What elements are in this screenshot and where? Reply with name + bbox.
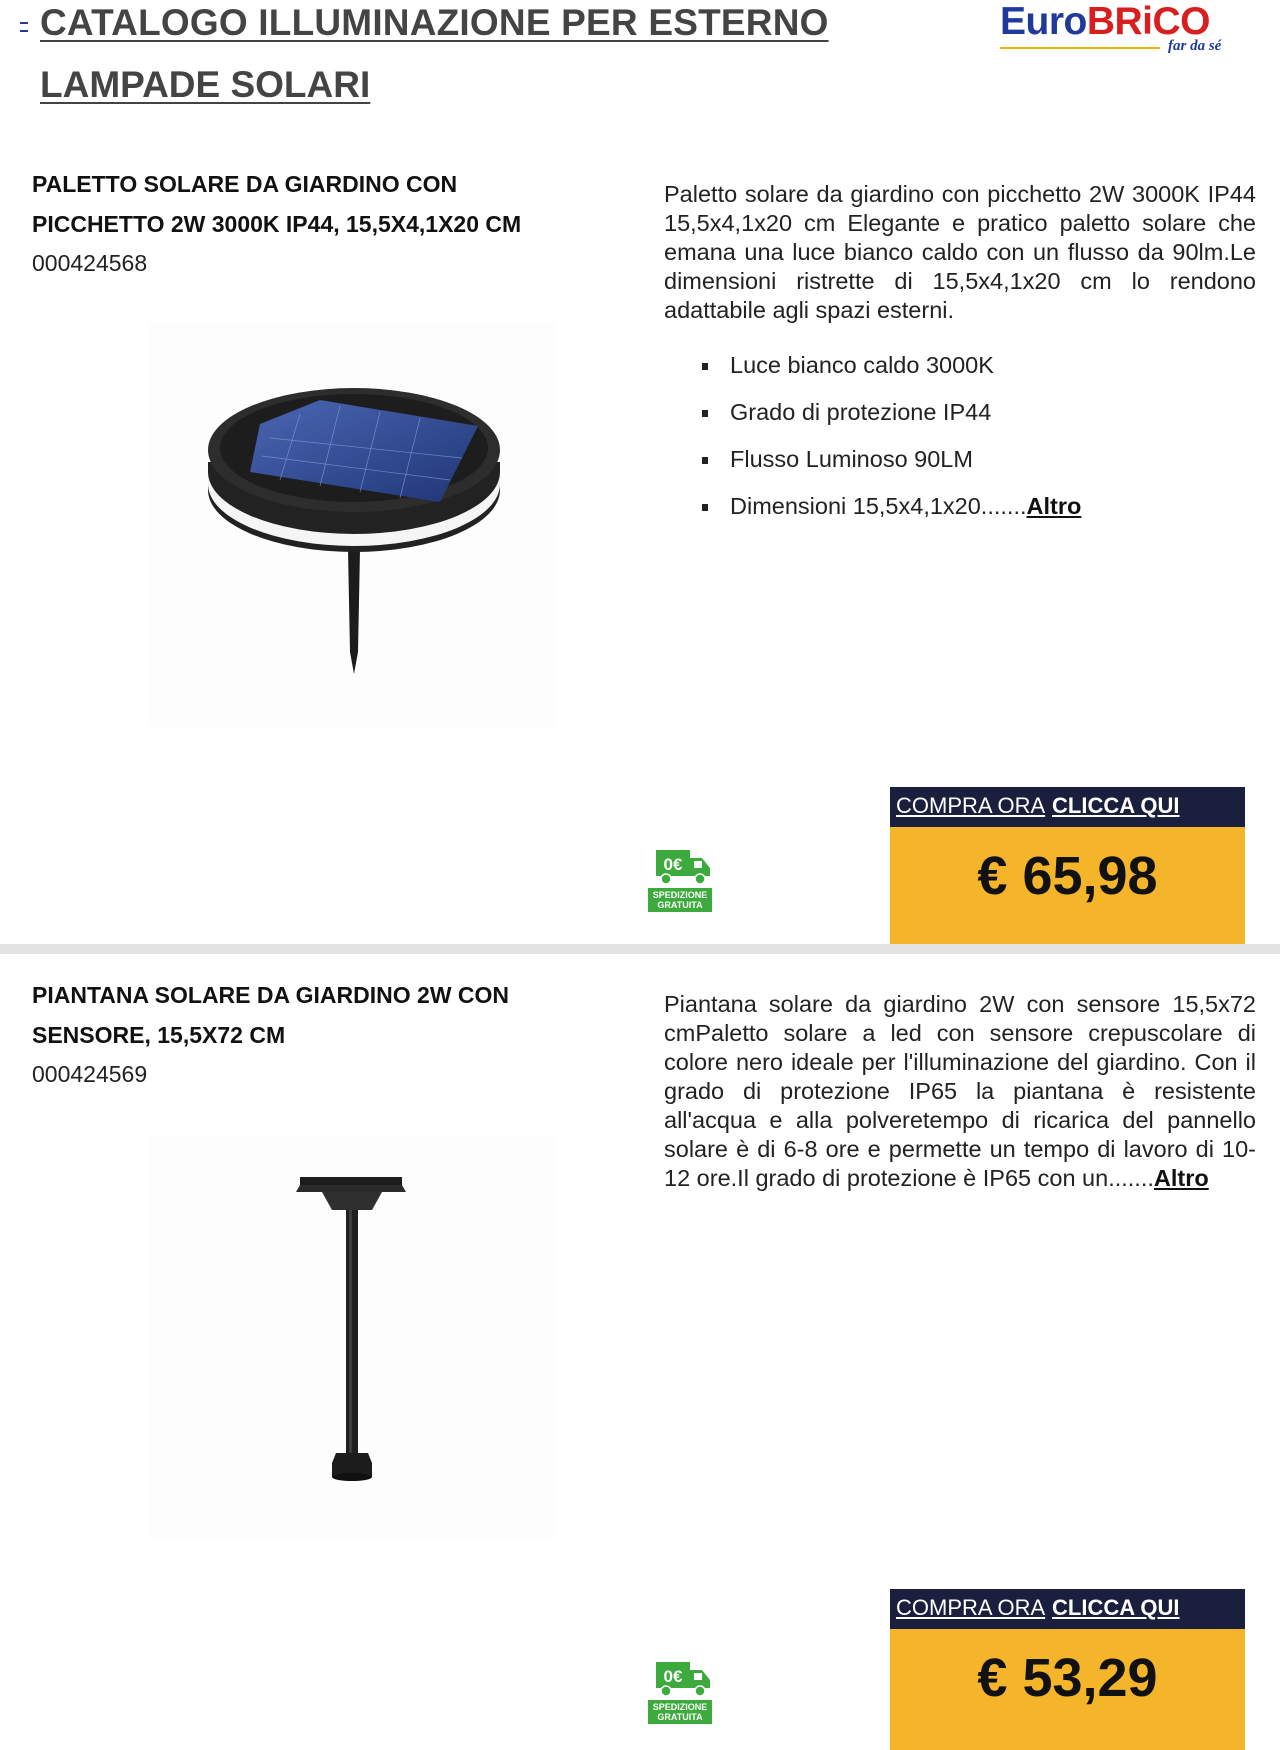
product-name: PALETTO SOLARE DA GIARDINO CON PICCHETTO 2W 3000K IP44, 15,5X4,1X20 CM [32, 171, 522, 237]
solar-bollard-icon [150, 1135, 555, 1540]
bullet-icon [702, 504, 708, 511]
logo-brico-text: BRiCO [1086, 0, 1211, 43]
shipping-label [648, 1700, 712, 1724]
feature-list [698, 342, 1081, 530]
product-image-solar-stake-light[interactable] [150, 322, 555, 727]
product-name: PIANTANA SOLARE DA GIARDINO 2W CON SENSORE, 15,5X72 CM [32, 982, 510, 1048]
product-description [664, 990, 1256, 1193]
product-price: € 53,29 [977, 1648, 1158, 1708]
shipping-amount: 0€ [663, 1667, 683, 1686]
feature-text: Luce bianco caldo 3000K [730, 352, 994, 378]
click-here-link[interactable]: CLICCA QUI [1052, 1595, 1180, 1620]
catalog-title[interactable]: CATALOGO ILLUMINAZIONE PER ESTERNO [40, 2, 829, 43]
shipping-amount: 0€ [663, 855, 683, 874]
bullet-icon [702, 457, 708, 464]
product-image-solar-bollard[interactable] [150, 1135, 555, 1540]
free-shipping-badge [648, 1660, 718, 1730]
shipping-label-line: GRATUITA [657, 1712, 703, 1722]
truck-icon [654, 848, 712, 886]
free-shipping-badge [648, 848, 718, 918]
click-here-link[interactable]: CLICCA QUI [1052, 793, 1180, 818]
buy-now-bar[interactable] [890, 787, 1245, 827]
feature-text: Grado di protezione IP44 [730, 399, 992, 425]
more-link[interactable]: Altro [1153, 1165, 1209, 1191]
price-box[interactable] [890, 827, 1245, 947]
shipping-label [648, 888, 712, 912]
shipping-label-line: SPEDIZIONE [652, 1702, 708, 1712]
more-link[interactable]: Altro [1026, 493, 1082, 519]
feature-item [698, 342, 1081, 389]
product-code: 000424569 [32, 1061, 148, 1087]
feature-item [698, 389, 1081, 436]
logo-euro-text: Euro [1000, 0, 1087, 43]
buy-now-bar[interactable] [890, 1589, 1245, 1629]
feature-text: Flusso Luminoso 90LM [730, 446, 973, 472]
category-title[interactable]: LAMPADE SOLARI [40, 64, 371, 105]
shipping-label-line: GRATUITA [657, 900, 703, 910]
section-divider [0, 944, 1280, 954]
logo-tagline: far da sé [1168, 38, 1222, 54]
buy-now-link[interactable]: COMPRA ORA [896, 1595, 1046, 1620]
logo-underline [1000, 47, 1160, 49]
truck-icon [654, 1660, 712, 1698]
bullet-icon [702, 363, 708, 370]
buy-now-link[interactable]: COMPRA ORA [896, 793, 1046, 818]
product-description-text: Piantana solare da giardino 2W con sensore 15,5x72 cmPaletto solare a led con sensore crepuscolare di colore nero ideale per l'illuminazione del giardino. Con il grado di protezione IP65 la piantana è resistente all'acqua e alla polveretempo di ricarica del pannello solare è di 6-8 ore e permette un tempo di lavoro di 10-12 ore.Il grado di protezione è IP65 con un....... [664, 991, 1256, 1191]
page-marker-icon [20, 22, 28, 32]
feature-item [698, 483, 1081, 530]
solar-stake-light-icon [150, 322, 555, 727]
eurobrico-logo[interactable] [996, 0, 1246, 60]
product-price: € 65,98 [977, 846, 1158, 906]
product-description: Paletto solare da giardino con picchetto 2W 3000K IP44 15,5x4,1x20 cm Elegante e pratico paletto solare che emana una luce bianco caldo con un flusso da 90lm.Le dimensioni ristrette di 15,5x4,1x20 cm lo rendono adattabile agli spazi esterni. [664, 181, 1256, 323]
feature-text: Dimensioni 15,5x4,1x20....... [730, 493, 1027, 519]
shipping-label-line: SPEDIZIONE [652, 890, 708, 900]
feature-item [698, 436, 1081, 483]
bullet-icon [702, 410, 708, 417]
product-code: 000424568 [32, 250, 148, 276]
price-box[interactable] [890, 1629, 1245, 1750]
